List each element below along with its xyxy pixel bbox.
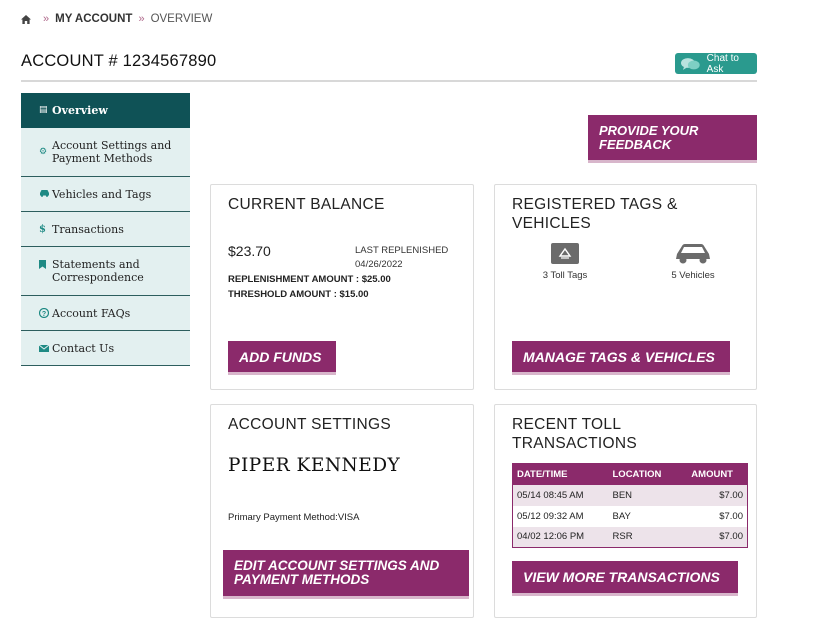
threshold-amount: THRESHOLD AMOUNT : $15.00 [228,289,369,300]
sidebar-item-account-settings[interactable] [21,128,190,177]
header-divider [21,80,757,82]
replenishment-amount: REPLENISHMENT AMOUNT : $25.00 [228,274,391,285]
svg-text:?: ? [41,310,47,318]
sidebar-item-statements[interactable] [21,247,190,296]
gear-icon: ⚙ [39,146,48,157]
sidebar-item-transactions[interactable] [21,212,190,247]
table-row [513,527,748,548]
chat-label: Chat to Ask [706,52,739,75]
sidebar-item-overview[interactable] [21,93,190,128]
cell-datetime: 05/12 09:32 AM [513,506,609,527]
column-header-datetime: DATE/TIME [513,464,609,485]
chat-to-ask-button[interactable] [675,53,757,74]
breadcrumb-separator: » [43,13,50,25]
cell-amount: $7.00 [679,527,748,548]
last-replenished-date: 04/26/2022 [355,259,403,270]
last-replenished [355,244,448,272]
sidebar-item-faqs[interactable] [21,296,190,331]
vehicles-count: 5 Vehicles [671,270,715,281]
cell-location: BAY [609,506,679,527]
manage-tags-vehicles-button[interactable]: MANAGE TAGS & VEHICLES [512,341,730,375]
table-header-row [513,464,748,485]
cell-location: BEN [609,485,679,506]
sidebar-item-label: Account Settings and Payment Methods [52,139,172,165]
recent-transactions-title: RECENT TOLL TRANSACTIONS [512,416,638,452]
account-settings-title: ACCOUNT SETTINGS [228,416,391,433]
column-header-amount: AMOUNT [679,464,748,485]
car-icon [674,243,712,264]
dollar-icon: $ [39,223,46,235]
table-row [513,485,748,506]
envelope-icon [39,345,49,352]
sidebar-item-label: Account FAQs [52,306,131,320]
breadcrumb-current: OVERVIEW [150,13,213,25]
bookmark-icon [39,260,46,269]
home-icon[interactable] [21,15,31,24]
chat-bubbles-icon [681,57,701,71]
cell-location: RSR [609,527,679,548]
breadcrumb [21,12,212,26]
toll-tags-summary[interactable] [537,243,593,281]
table-row [513,506,748,527]
toll-tag-icon [551,243,579,264]
primary-payment-method: Primary Payment Method:VISA [228,512,360,523]
sidebar-item-label: Overview [52,103,108,117]
edit-account-settings-button[interactable]: EDIT ACCOUNT SETTINGS AND PAYMENT METHODS [223,550,469,599]
sidebar-item-contact[interactable] [21,331,190,366]
sidebar-item-label: Vehicles and Tags [52,187,152,201]
registered-tags-card [494,184,757,390]
breadcrumb-separator: » [138,13,145,25]
balance-amount: $23.70 [228,243,271,259]
account-holder-name: PIPER KENNEDY [228,455,401,476]
cell-amount: $7.00 [679,506,748,527]
add-funds-button[interactable]: ADD FUNDS [228,341,336,375]
provide-feedback-button[interactable]: PROVIDE YOUR FEEDBACK [588,115,757,163]
sidebar-item-label: Contact Us [52,341,115,355]
transactions-table [512,463,748,548]
current-balance-title: CURRENT BALANCE [228,196,385,213]
car-icon [39,189,50,197]
sidebar-item-label: Statements and Correspondence [52,258,144,284]
recent-transactions-card [494,404,757,618]
last-replenished-label: LAST REPLENISHED [355,245,449,256]
view-more-transactions-button[interactable]: VIEW MORE TRANSACTIONS [512,561,738,596]
account-settings-card [210,404,474,618]
toll-tags-count: 3 Toll Tags [542,270,588,281]
vehicles-summary[interactable] [665,243,721,281]
page-title: ACCOUNT # 1234567890 [21,52,217,70]
overview-icon: ▤ [39,104,48,115]
question-icon [39,308,49,318]
sidebar-item-vehicles-tags[interactable] [21,177,190,212]
sidebar-nav [21,93,190,366]
cell-datetime: 05/14 08:45 AM [513,485,609,506]
cell-datetime: 04/02 12:06 PM [513,527,609,548]
column-header-location: LOCATION [609,464,679,485]
cell-amount: $7.00 [679,485,748,506]
current-balance-card [210,184,474,390]
breadcrumb-my-account-link[interactable]: MY ACCOUNT [55,13,133,25]
sidebar-item-label: Transactions [52,222,124,236]
registered-tags-title: REGISTERED TAGS & VEHICLES [512,196,678,232]
